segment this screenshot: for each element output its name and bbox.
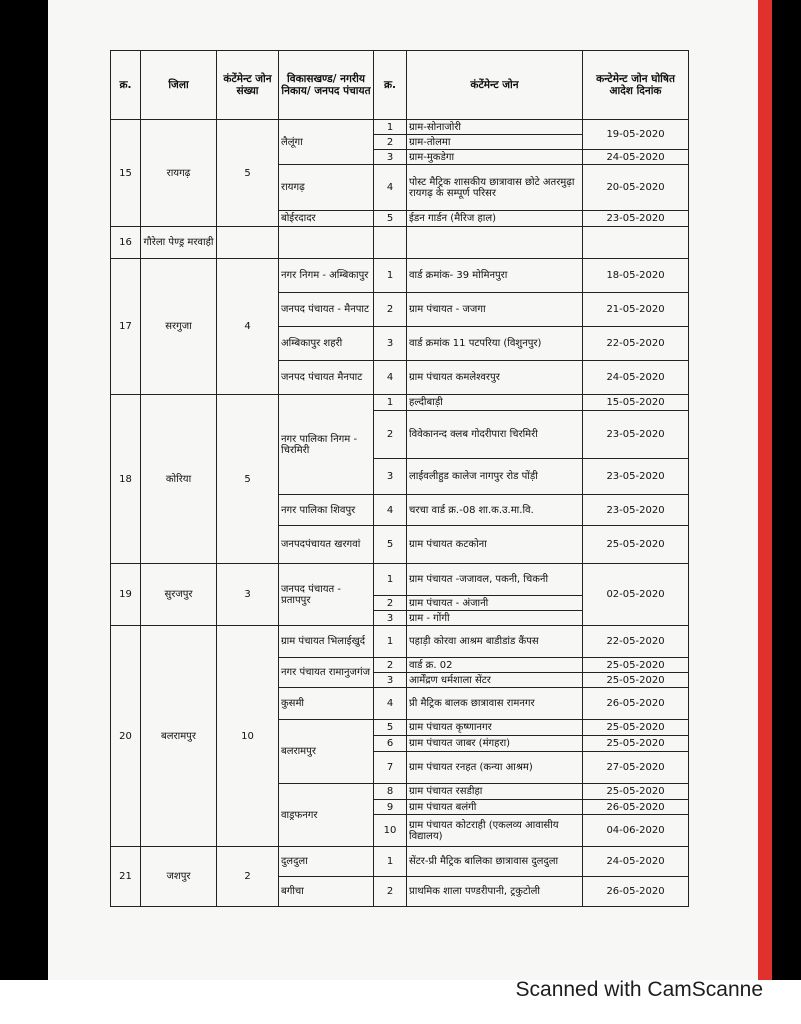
zone-date: 23-05-2020 bbox=[583, 411, 689, 459]
zone-name: ग्राम पंचायत कटकोना bbox=[407, 526, 583, 564]
header-date: कन्टेमेन्ट जोन घोषित आदेश दिनांक bbox=[583, 51, 689, 120]
zone-date: 23-05-2020 bbox=[583, 211, 689, 227]
block-name: नगर निगम - अम्बिकापुर bbox=[279, 259, 374, 293]
block-name: रायगढ़ bbox=[279, 165, 374, 211]
header-sub-sno: क्र. bbox=[374, 51, 407, 120]
zone-no: 3 bbox=[374, 150, 407, 165]
zone-date: 18-05-2020 bbox=[583, 259, 689, 293]
zone-date: 27-05-2020 bbox=[583, 752, 689, 784]
zone-date: 15-05-2020 bbox=[583, 395, 689, 411]
zone-name: चरचा वार्ड क्र.-08 शा.क.उ.मा.वि. bbox=[407, 495, 583, 526]
empty-cell bbox=[374, 227, 407, 259]
header-district: जिला bbox=[141, 51, 217, 120]
block-name: वाड्रफनगर bbox=[279, 784, 374, 847]
zone-no: 2 bbox=[374, 877, 407, 907]
block-name: बगीचा bbox=[279, 877, 374, 907]
header-zone-count: कंटेंमेन्ट जोन संख्या bbox=[217, 51, 279, 120]
zone-no: 3 bbox=[374, 459, 407, 495]
block-name: जनपद पंचायत मैनपाट bbox=[279, 361, 374, 395]
zone-name: हल्दीबाड़ी bbox=[407, 395, 583, 411]
zone-no: 7 bbox=[374, 752, 407, 784]
table-row bbox=[111, 227, 689, 259]
containment-zone-table bbox=[110, 50, 689, 907]
zone-name: ग्राम पंचायत -जजावल, पकनी, चिकनी bbox=[407, 564, 583, 596]
zone-no: 6 bbox=[374, 736, 407, 752]
zone-name: सेंटर-प्री मैट्रिक बालिका छात्रावास दुलदुला bbox=[407, 847, 583, 877]
district-name: कोरिया bbox=[141, 395, 217, 564]
zone-date: 22-05-2020 bbox=[583, 327, 689, 361]
zone-name: ग्राम पंचायत - जजगा bbox=[407, 293, 583, 327]
zone-no: 1 bbox=[374, 626, 407, 658]
zone-name: प्राथमिक शाला पण्डरीपानी, ट्रकुटोली bbox=[407, 877, 583, 907]
zone-date: 22-05-2020 bbox=[583, 626, 689, 658]
table-row bbox=[111, 626, 689, 658]
block-name: जनपदपंचायत खरगवां bbox=[279, 526, 374, 564]
zone-name: ग्राम पंचायत कृष्णानगर bbox=[407, 720, 583, 736]
zone-no: 1 bbox=[374, 564, 407, 596]
zone-name: ग्राम-सोनाजोरी bbox=[407, 120, 583, 135]
empty-cell bbox=[279, 227, 374, 259]
block-name: नगर पालिका निगम - चिरमिरी bbox=[279, 395, 374, 495]
district-sno: 21 bbox=[111, 847, 141, 907]
zone-no: 2 bbox=[374, 411, 407, 459]
zone-no: 4 bbox=[374, 165, 407, 211]
district-sno: 19 bbox=[111, 564, 141, 626]
zone-date: 26-05-2020 bbox=[583, 688, 689, 720]
block-name: नगर पालिका शिवपुर bbox=[279, 495, 374, 526]
zone-date: 24-05-2020 bbox=[583, 847, 689, 877]
zone-no: 1 bbox=[374, 847, 407, 877]
zone-name: पोस्ट मैट्रिक शासकीय छात्रावास छोटे अतरमुढ़ा रायगढ़ के सम्पूर्ण परिसर bbox=[407, 165, 583, 211]
zone-date: 24-05-2020 bbox=[583, 361, 689, 395]
zone-name: ग्राम पंचायत जाबर (मंगहरा) bbox=[407, 736, 583, 752]
header-block: विकासखण्ड/ नगरीय निकाय/ जनपद पंचायत bbox=[279, 51, 374, 120]
zone-date: 25-05-2020 bbox=[583, 720, 689, 736]
zone-date: 20-05-2020 bbox=[583, 165, 689, 211]
district-name: गौरेला पेण्ड्र मरवाही bbox=[141, 227, 217, 259]
zone-name: ईडन गार्डन (मैरिज हाल) bbox=[407, 211, 583, 227]
block-name: नगर पंचायत रामानुजगंज bbox=[279, 658, 374, 688]
district-name: बलरामपुर bbox=[141, 626, 217, 847]
zone-no: 4 bbox=[374, 361, 407, 395]
block-name: दुलदुला bbox=[279, 847, 374, 877]
zone-date: 25-05-2020 bbox=[583, 673, 689, 688]
zone-date: 21-05-2020 bbox=[583, 293, 689, 327]
zone-no: 2 bbox=[374, 135, 407, 150]
zone-no: 2 bbox=[374, 293, 407, 327]
district-count: 3 bbox=[217, 564, 279, 626]
district-name: रायगढ़ bbox=[141, 120, 217, 227]
zone-no: 1 bbox=[374, 395, 407, 411]
zone-date: 19-05-2020 bbox=[583, 120, 689, 150]
district-count: 5 bbox=[217, 120, 279, 227]
zone-no: 3 bbox=[374, 673, 407, 688]
district-name: जशपुर bbox=[141, 847, 217, 907]
zone-name: ग्राम-मुकडेगा bbox=[407, 150, 583, 165]
zone-date: 24-05-2020 bbox=[583, 150, 689, 165]
zone-name: ग्राम पंचायत रनहत (कन्या आश्रम) bbox=[407, 752, 583, 784]
zone-name: ग्राम पंचायत कोटराही (एकलव्य आवासीय विद्यालय) bbox=[407, 815, 583, 847]
zone-no: 5 bbox=[374, 526, 407, 564]
zone-name: पहाड़ी कोरवा आश्रम बाडीडांड कैंपस bbox=[407, 626, 583, 658]
zone-name: ग्राम पंचायत रसडीहा bbox=[407, 784, 583, 800]
zone-no: 2 bbox=[374, 658, 407, 673]
block-name: अम्बिकापुर शहरी bbox=[279, 327, 374, 361]
district-sno: 18 bbox=[111, 395, 141, 564]
zone-date: 23-05-2020 bbox=[583, 459, 689, 495]
zone-no: 5 bbox=[374, 720, 407, 736]
zone-name: ग्राम पंचायत - अंजानी bbox=[407, 596, 583, 611]
zone-no: 1 bbox=[374, 259, 407, 293]
table-row bbox=[111, 259, 689, 293]
zone-date: 25-05-2020 bbox=[583, 526, 689, 564]
district-count: 5 bbox=[217, 395, 279, 564]
district-sno: 15 bbox=[111, 120, 141, 227]
empty-cell bbox=[407, 227, 583, 259]
zone-name: लाईवलीहुड कालेज नागपुर रोड पोंड़ी bbox=[407, 459, 583, 495]
district-count: 2 bbox=[217, 847, 279, 907]
table-row bbox=[111, 564, 689, 596]
zone-name: वार्ड क्रमांक- 39 मोमिनपुरा bbox=[407, 259, 583, 293]
block-name: लैलूंगा bbox=[279, 120, 374, 165]
zone-no: 3 bbox=[374, 611, 407, 626]
zone-no: 4 bbox=[374, 688, 407, 720]
zone-name: ग्राम-तोलमा bbox=[407, 135, 583, 150]
zone-name: वार्ड क्र. 02 bbox=[407, 658, 583, 673]
zone-name: ग्राम पंचायत बलंगी bbox=[407, 800, 583, 815]
district-sno: 17 bbox=[111, 259, 141, 395]
block-name: बलरामपुर bbox=[279, 720, 374, 784]
table-row bbox=[111, 847, 689, 877]
block-name: ग्राम पंचायत भिलाईखुर्द bbox=[279, 626, 374, 658]
block-name: बोईरदादर bbox=[279, 211, 374, 227]
zone-date: 02-05-2020 bbox=[583, 564, 689, 626]
zone-no: 2 bbox=[374, 596, 407, 611]
district-sno: 20 bbox=[111, 626, 141, 847]
zone-no: 1 bbox=[374, 120, 407, 135]
zone-date: 25-05-2020 bbox=[583, 784, 689, 800]
district-name: सुरजपुर bbox=[141, 564, 217, 626]
zone-no: 8 bbox=[374, 784, 407, 800]
table-header-row bbox=[111, 51, 689, 120]
zone-date: 25-05-2020 bbox=[583, 736, 689, 752]
zone-date: 04-06-2020 bbox=[583, 815, 689, 847]
block-name: कुसमी bbox=[279, 688, 374, 720]
table-row bbox=[111, 120, 689, 135]
zone-no: 5 bbox=[374, 211, 407, 227]
header-zone: कंटेंमेन्ट जोन bbox=[407, 51, 583, 120]
block-name: जनपद पंचायत - मैनपाट bbox=[279, 293, 374, 327]
zone-name: ग्राम पंचायत कमलेश्वरपुर bbox=[407, 361, 583, 395]
district-count: 4 bbox=[217, 259, 279, 395]
district-sno: 16 bbox=[111, 227, 141, 259]
zone-no: 4 bbox=[374, 495, 407, 526]
empty-cell bbox=[583, 227, 689, 259]
camscanner-watermark: Scanned with CamScanne bbox=[515, 978, 763, 1001]
zone-no: 10 bbox=[374, 815, 407, 847]
district-count bbox=[217, 227, 279, 259]
header-sno: क्र. bbox=[111, 51, 141, 120]
zone-date: 23-05-2020 bbox=[583, 495, 689, 526]
zone-no: 9 bbox=[374, 800, 407, 815]
red-border-edge bbox=[758, 0, 772, 980]
zone-date: 25-05-2020 bbox=[583, 658, 689, 673]
block-name: जनपद पंचायत - प्रतापपुर bbox=[279, 564, 374, 626]
zone-name: प्री मैट्रिक बालक छात्रावास रामनगर bbox=[407, 688, 583, 720]
zone-name: विवेकानन्द क्लब गोदरीपारा चिरमिरी bbox=[407, 411, 583, 459]
zone-no: 3 bbox=[374, 327, 407, 361]
table-row bbox=[111, 395, 689, 411]
zone-name: ग्राम - गोंगी bbox=[407, 611, 583, 626]
zone-date: 26-05-2020 bbox=[583, 800, 689, 815]
district-name: सरगुजा bbox=[141, 259, 217, 395]
zone-date: 26-05-2020 bbox=[583, 877, 689, 907]
zone-name: वार्ड क्रमांक 11 पटपरिया (विशुनपुर) bbox=[407, 327, 583, 361]
zone-name: आर्मेंद्रण धर्मशाला सेंटर bbox=[407, 673, 583, 688]
district-count: 10 bbox=[217, 626, 279, 847]
